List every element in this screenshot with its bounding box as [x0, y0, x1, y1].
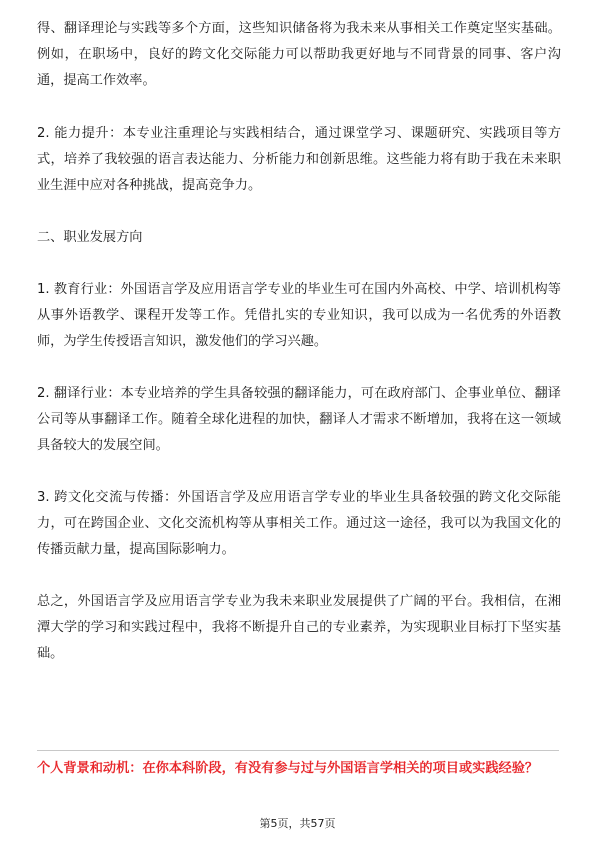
paragraph-translation: 2. 翻译行业：本专业培养的学生具备较强的翻译能力，可在政府部门、企事业单位、翻译公司等从事翻译工作。随着全球化进程的加快，翻译人才需求不断增加，我将在这一领域具备较大的发展空间。	[37, 386, 561, 453]
paragraph-knowledge: 得、翻译理论与实践等多个方面，这些知识储备将为我未来从事相关工作奠定坚实基础。例如，在职场中，良好的跨文化交际能力可以帮助我更好地与不同背景的同事、客户沟通，提高工作效率。	[37, 21, 561, 88]
next-question: 个人背景和动机：在你本科阶段，有没有参与过与外国语言学相关的项目或实践经验？	[37, 761, 539, 776]
paragraph-crosscultural: 3. 跨文化交流与传播：外国语言学及应用语言学专业的毕业生具备较强的跨文化交际能力，可在跨国企业、文化交流机构等从事相关工作。通过这一途径，我可以为我国文化的传播贡献力量，提高国际影响力。	[37, 490, 561, 557]
paragraph-conclusion: 总之，外国语言学及应用语言学专业为我未来职业发展提供了广阔的平台。我相信，在湘潭大学的学习和实践过程中，我将不断提升自己的专业素养，为实现职业目标打下坚实基础。	[37, 594, 561, 661]
section-divider	[37, 750, 559, 751]
paragraph-ability: 2. 能力提升：本专业注重理论与实践相结合，通过课堂学习、课题研究、实践项目等方式，培养了我较强的语言表达能力、分析能力和创新思维。这些能力将有助于我在未来职业生涯中应对各种挑战，提高竞争力。	[37, 126, 561, 193]
page-number: 第5页，共57页	[259, 817, 336, 830]
document-body	[37, 16, 561, 693]
paragraph-education: 1. 教育行业：外国语言学及应用语言学专业的毕业生可在国内外高校、中学、培训机构等从事外语教学、课程开发等工作。凭借扎实的专业知识，我可以成为一名优秀的外语教师，为学生传授语言知识，激发他们的学习兴趣。	[37, 282, 561, 349]
section-heading-career: 二、职业发展方向	[37, 230, 143, 245]
